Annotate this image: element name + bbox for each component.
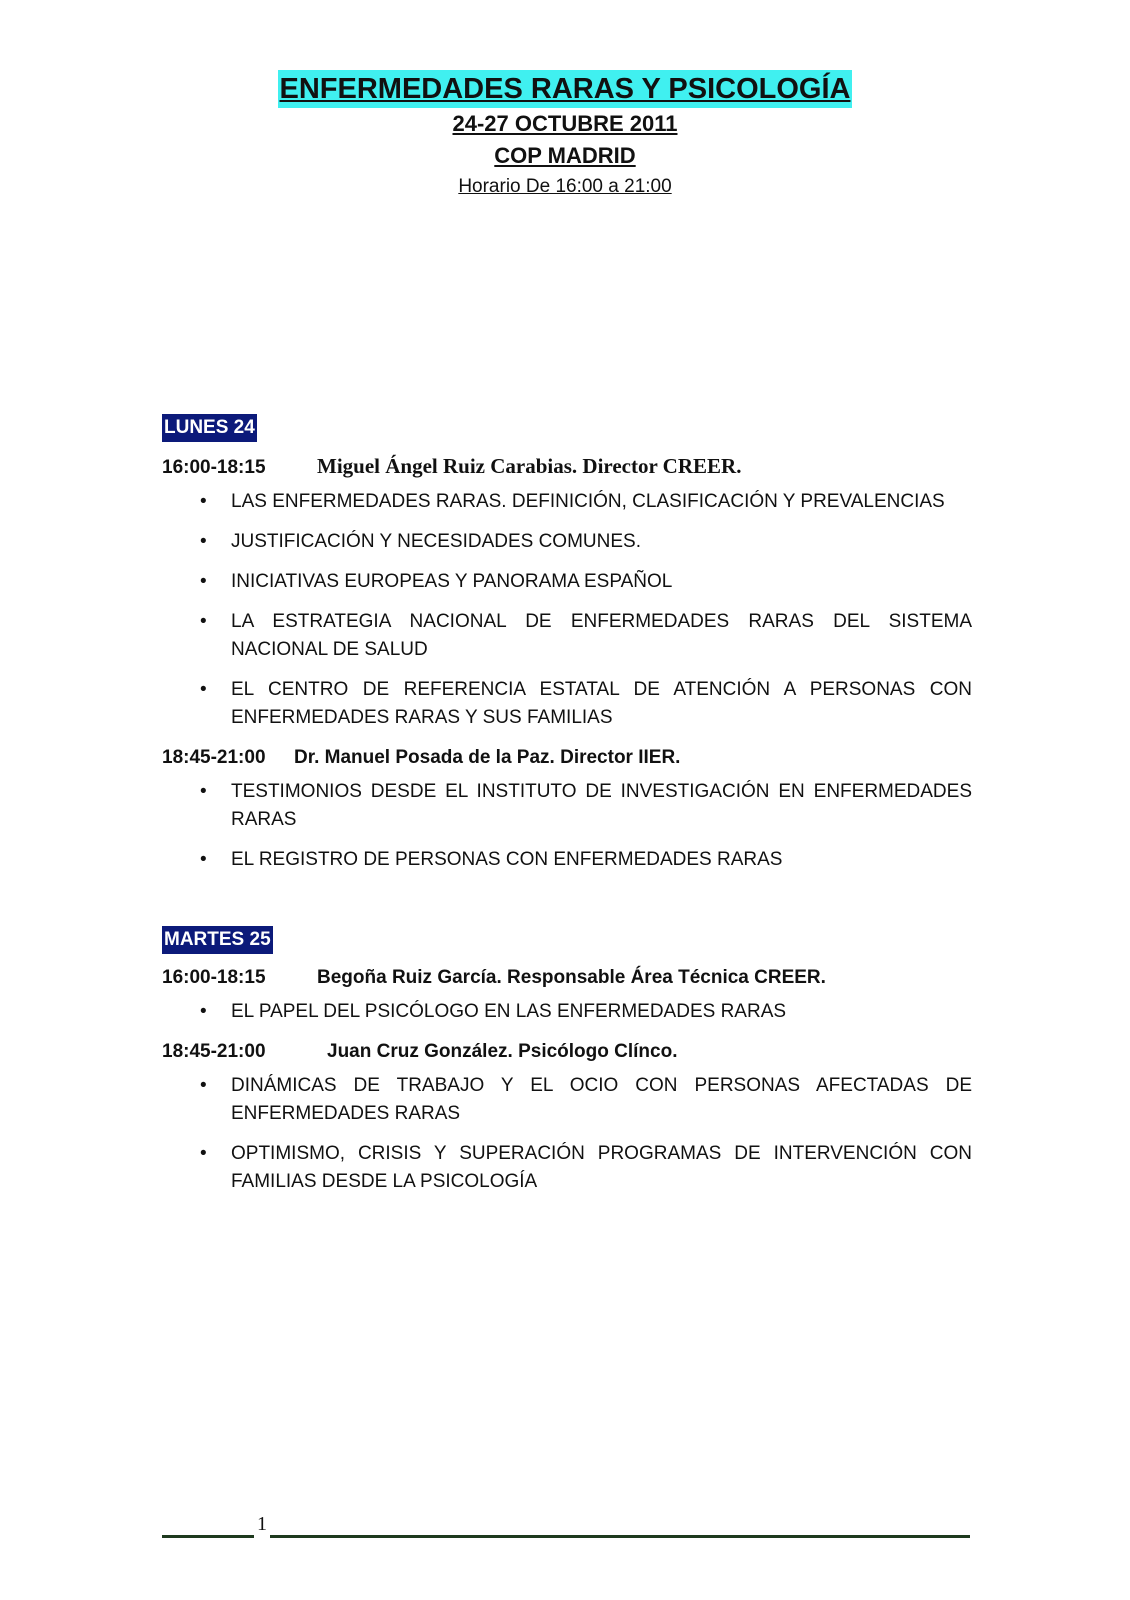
list-item (162, 676, 972, 732)
topic-text: INICIATIVAS EUROPEAS Y PANORAMA ESPAÑOL (231, 571, 673, 592)
page-number: 1 (257, 1513, 267, 1535)
topic-text: EL REGISTRO DE PERSONAS CON ENFERMEDADES RARAS (231, 849, 783, 870)
topic-list (162, 778, 972, 874)
footer-rule-right (270, 1535, 970, 1538)
topic-list (162, 488, 972, 732)
session-speaker: Begoña Ruiz García. Responsable Área Técnica CREER. (317, 967, 826, 988)
topic-text: OPTIMISMO, CRISIS Y SUPERACIÓN PROGRAMAS DE INTERVENCIÓN CON FAMILIAS DESDE LA PSICOLOGÍA (231, 1143, 972, 1192)
day-label: MARTES 25 (162, 926, 273, 954)
bullet-icon: • (200, 531, 207, 552)
topic-text: EL CENTRO DE REFERENCIA ESTATAL DE ATENCIÓN A PERSONAS CON ENFERMEDADES RARAS Y SUS FAMILIAS (231, 679, 972, 728)
session-speaker: Juan Cruz González. Psicólogo Clínco. (327, 1041, 678, 1062)
session-time-speaker (162, 964, 972, 992)
bullet-icon: • (200, 571, 207, 592)
list-item (162, 528, 972, 556)
document-title: ENFERMEDADES RARAS Y PSICOLOGÍA (278, 70, 853, 108)
session-speaker: Dr. Manuel Posada de la Paz. Director IIER. (294, 747, 681, 768)
bullet-icon: • (200, 781, 207, 802)
topic-list (162, 1072, 972, 1196)
session-time: 16:00-18:15 (162, 457, 266, 478)
session-time: 18:45-21:00 (162, 1041, 266, 1062)
bullet-icon: • (200, 679, 207, 700)
topic-text: LA ESTRATEGIA NACIONAL DE ENFERMEDADES RARAS DEL SISTEMA NACIONAL DE SALUD (231, 611, 972, 660)
session-time-speaker (162, 452, 972, 482)
topic-text: TESTIMONIOS DESDE EL INSTITUTO DE INVESTIGACIÓN EN ENFERMEDADES RARAS (231, 781, 972, 830)
list-item (162, 1072, 972, 1128)
bullet-icon: • (200, 1075, 207, 1096)
session-time: 16:00-18:15 (162, 967, 266, 988)
list-item (162, 846, 972, 874)
list-item (162, 1140, 972, 1196)
footer-rule-left (162, 1535, 254, 1538)
session-time-speaker (162, 1038, 972, 1066)
event-venue: COP MADRID (494, 143, 636, 168)
bullet-icon: • (200, 1143, 207, 1164)
event-schedule: Horario De 16:00 a 21:00 (458, 176, 672, 197)
day-section-tuesday (162, 926, 972, 1208)
list-item (162, 568, 972, 596)
bullet-icon: • (200, 849, 207, 870)
session-speaker: Miguel Ángel Ruiz Carabias. Director CREER. (317, 454, 742, 478)
day-section-monday (162, 414, 972, 886)
page-footer (162, 1513, 972, 1543)
list-item (162, 778, 972, 834)
document-header (0, 70, 1130, 202)
list-item (162, 998, 972, 1026)
list-item (162, 488, 972, 516)
day-label: LUNES 24 (162, 414, 257, 442)
topic-text: JUSTIFICACIÓN Y NECESIDADES COMUNES. (231, 531, 641, 552)
topic-text: DINÁMICAS DE TRABAJO Y EL OCIO CON PERSONAS AFECTADAS DE ENFERMEDADES RARAS (231, 1075, 972, 1124)
event-dates: 24-27 OCTUBRE 2011 (452, 111, 678, 136)
list-item (162, 608, 972, 664)
session-time-speaker (162, 744, 972, 772)
topic-text: EL PAPEL DEL PSICÓLOGO EN LAS ENFERMEDADES RARAS (231, 1001, 787, 1022)
bullet-icon: • (200, 491, 207, 512)
topic-text: LAS ENFERMEDADES RARAS. DEFINICIÓN, CLASIFICACIÓN Y PREVALENCIAS (231, 491, 945, 512)
topic-list (162, 998, 972, 1026)
bullet-icon: • (200, 1001, 207, 1022)
session-time: 18:45-21:00 (162, 747, 266, 768)
bullet-icon: • (200, 611, 207, 632)
